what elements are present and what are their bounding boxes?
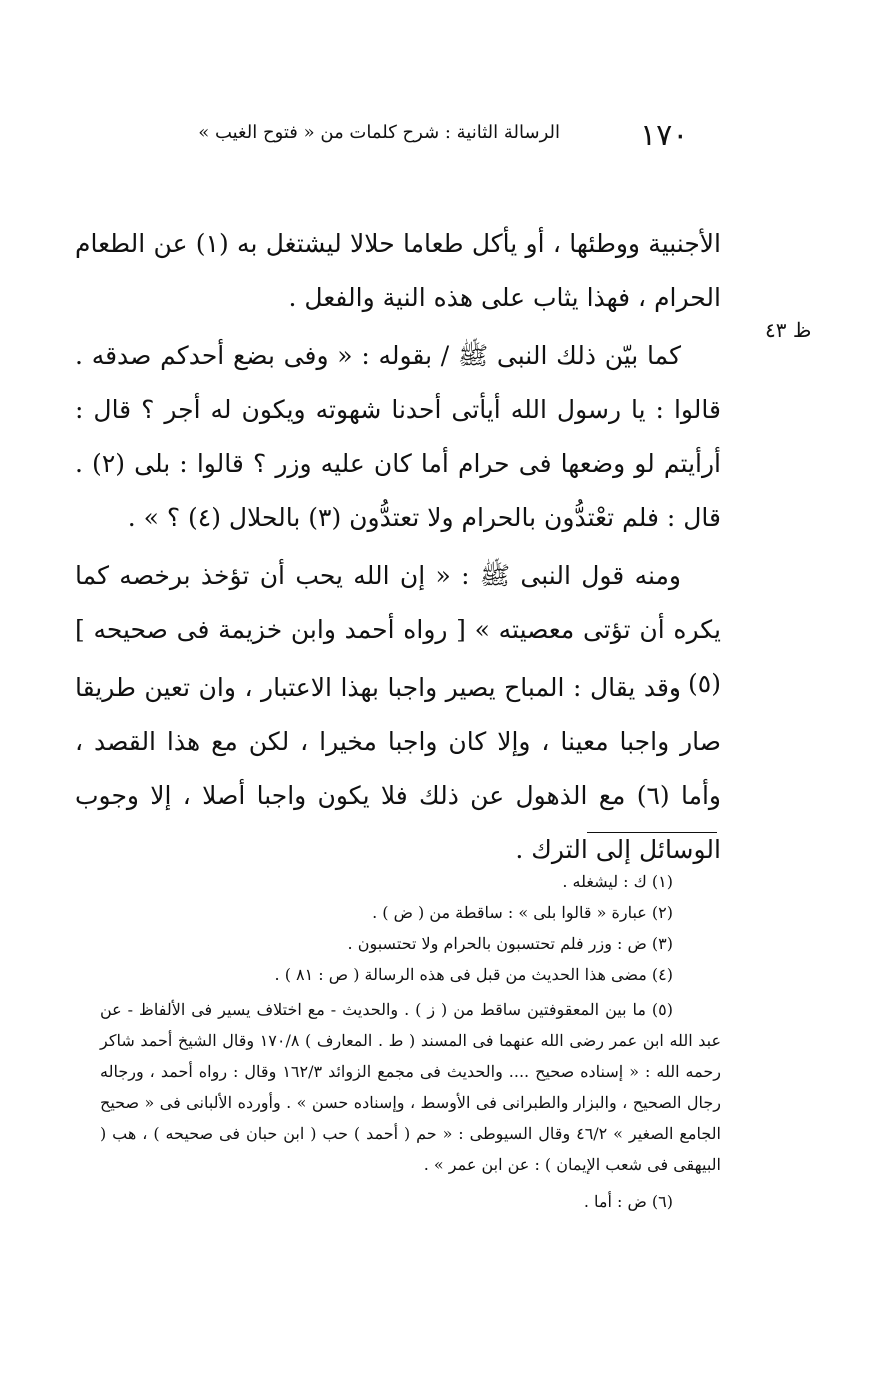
footnotes (100, 866, 721, 1217)
footnote-5: (٥) ما بين المعقوفتين ساقط من ( ز ) . والحديث - مع اختلاف يسير فى الألفاظ - عن عبد الله ابن عمر رضى الله عنهما فى المسند ( ط . المعارف ) ١٧٠/٨ وقال الشيخ أحمد شاكر رحمه الله : « إسناده صحيح .... والحديث فى مجمع الزوائد ١٦٢/٣ وقال : رواه أحمد ، ورجاله رجال الصحيح ، والبزار والطبرانى فى الأوسط ، وإسناده حسن » . وأورده الألبانى فى « صحيح الجامع الصغير » ٤٦/٢ وقال السيوطى : « حم ( أحمد ) حب ( ابن حبان فى صحيحه ) ، هب ( البيهقى فى شعب الإيمان ) : عن ابن عمر » . (100, 1000, 722, 1174)
footnote-6: (٦) ض : أما . (583, 1192, 673, 1211)
page-number: ١٧٠ (640, 118, 689, 153)
footnote-separator (587, 832, 717, 833)
footnote-3: (٣) ض : وزر فلم تحتسبون بالحرام ولا تحتسبون . (347, 934, 673, 953)
paragraph-3: ومنه قول النبى ﷺ : « إن الله يحب أن تؤخذ برخصه كما يكره أن تؤتى معصيته » [ رواه أحمد وابن خزيمة فى صحيحه ] (٥) . (75, 561, 721, 698)
footnote-1: (١) ك : ليشغله . (562, 872, 673, 891)
footnote-4: (٤) مضى هذا الحديث من قبل فى هذه الرسالة ( ص : ٨١ ) . (274, 965, 673, 984)
footnote-2: (٢) عبارة « قالوا بلى » : ساقطة من ( ض ) . (372, 903, 673, 922)
manuscript-folio-note: ظ ٤٣ (765, 318, 812, 342)
paragraph-2: كما بيّن ذلك النبى ﷺ / بقوله : « وفى بضع أحدكم صدقه . قالوا : يا رسول الله أيأتى أحدنا شهوته ويكون له أجر ؟ قال : أرأيتم لو وضعها فى حرام أما كان عليه وزر ؟ قالوا : بلى (٢) . قال : فلم تعْتدُّون بالحرام ولا تعتدُّون (٣) بالحلال (٤) ؟ » . (75, 341, 721, 532)
paragraph-4: وقد يقال : المباح يصير واجبا بهذا الاعتبار ، وان تعين طريقا صار واجبا معينا ، وإلا كان واجبا مخيرا ، لكن مع هذا القصد ، وأما (٦) مع الذهول عن ذلك فلا يكون واجبا أصلا ، إلا وجوب الوسائل إلى الترك . (75, 673, 721, 864)
paragraph-1: الأجنبية ووطئها ، أو يأكل طعاما حلالا ليشتغل به (١) عن الطعام الحرام ، فهذا يثاب على هذه النية والفعل . (75, 229, 721, 312)
running-title: الرسالة الثانية : شرح كلمات من « فتوح الغيب » (198, 122, 560, 143)
